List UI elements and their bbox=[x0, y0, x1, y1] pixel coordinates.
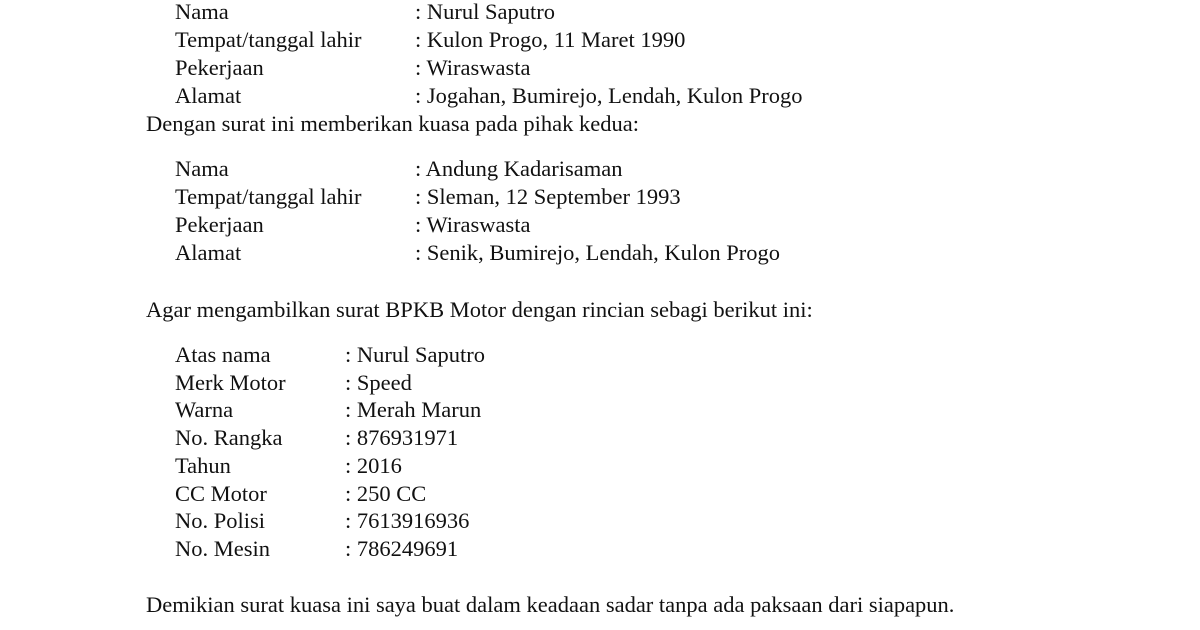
pihak-kedua-value: : Senik, Bumirejo, Lendah, Kulon Progo bbox=[415, 240, 780, 265]
motor-value: : Speed bbox=[345, 369, 412, 395]
pihak-pertama-value: : Kulon Progo, 11 Maret 1990 bbox=[415, 27, 686, 52]
motor-label: No. Mesin bbox=[175, 535, 270, 561]
pihak-pertama-label: Alamat bbox=[175, 83, 242, 108]
motor-label: Merk Motor bbox=[175, 369, 286, 395]
pihak-kedua-label: Alamat bbox=[175, 240, 242, 265]
motor-label: Tahun bbox=[175, 452, 231, 478]
motor-label: No. Polisi bbox=[175, 508, 266, 534]
motor-value: : 7613916936 bbox=[345, 508, 470, 534]
penutup-text: Demikian surat kuasa ini saya buat dalam keadaan sadar tanpa ada paksaan dari siapapun. bbox=[146, 592, 955, 617]
motor-value: : 2016 bbox=[345, 452, 402, 478]
pihak-kedua-value: : Andung Kadarisaman bbox=[415, 156, 623, 181]
motor-value: : Nurul Saputro bbox=[345, 342, 485, 367]
pihak-pertama-value: : Jogahan, Bumirejo, Lendah, Kulon Progo bbox=[415, 83, 803, 108]
pihak-kedua-label: Pekerjaan bbox=[175, 212, 264, 237]
motor-label: Atas nama bbox=[175, 342, 271, 367]
pihak-kedua-value: : Wiraswasta bbox=[415, 212, 531, 237]
pihak-pertama-label: Nama bbox=[175, 0, 229, 24]
motor-label: CC Motor bbox=[175, 480, 267, 506]
pihak-pertama-label: Tempat/tanggal lahir bbox=[175, 27, 362, 52]
pihak-kedua-value: : Sleman, 12 September 1993 bbox=[415, 184, 681, 209]
pihak-pertama-value: : Wiraswasta bbox=[415, 55, 531, 80]
motor-label: Warna bbox=[175, 397, 234, 423]
motor-value: : 786249691 bbox=[345, 535, 459, 561]
motor-value: : 250 CC bbox=[345, 480, 427, 506]
tujuan-text: Agar mengambilkan surat BPKB Motor dengan rincian sebagi berikut ini: bbox=[146, 297, 813, 322]
pihak-kedua-label: Tempat/tanggal lahir bbox=[175, 184, 362, 209]
kuasa-text: Dengan surat ini memberikan kuasa pada pihak kedua: bbox=[146, 111, 639, 136]
motor-value: : Merah Marun bbox=[345, 397, 482, 423]
motor-value: : 876931971 bbox=[345, 425, 459, 451]
pihak-pertama-label: Pekerjaan bbox=[175, 55, 264, 80]
pihak-pertama-value: : Nurul Saputro bbox=[415, 0, 555, 24]
pihak-kedua-label: Nama bbox=[175, 156, 229, 181]
motor-label: No. Rangka bbox=[175, 425, 283, 451]
